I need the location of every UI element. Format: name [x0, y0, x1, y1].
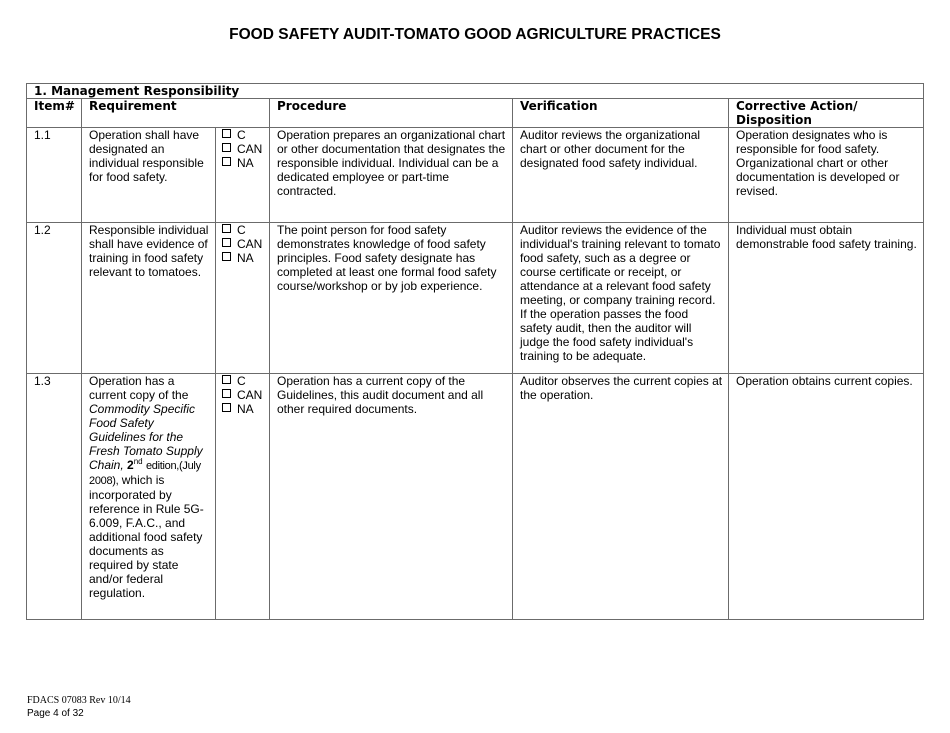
compliance-checkboxes [216, 374, 270, 620]
checkbox-icon [222, 389, 231, 398]
procedure-text: Operation has a current copy of the Guidelines, this audit document and all other required documents. [270, 374, 513, 620]
section-header-row [27, 84, 924, 99]
verification-text: Auditor observes the current copies at the operation. [513, 374, 729, 620]
corrective-action-text: Operation designates who is responsible for food safety. Organizational chart or other documentation is developed or revised. [729, 128, 924, 223]
verification-text: Auditor reviews the evidence of the individual's training relevant to tomato food safety, such as a degree or course certificate or receipt, or attendance at a relevant food safety meeting, or company training record. If the operation passes the food safety audit, then the auditor will judge the food safety individual's training to be adequate. [513, 223, 729, 374]
header-corrective-action: Corrective Action/ Disposition [729, 99, 924, 128]
header-requirement: Requirement [82, 99, 270, 128]
header-procedure: Procedure [270, 99, 513, 128]
audit-table [26, 83, 924, 620]
checkbox-c[interactable]: C [222, 374, 264, 388]
checkbox-icon [222, 143, 231, 152]
compliance-checkboxes [216, 128, 270, 223]
checkbox-can[interactable]: CAN [222, 142, 264, 156]
guidelines-title: Commodity Specific Food Safety Guidelines for the Fresh Tomato Supply Chain, [89, 402, 203, 472]
table-row [27, 374, 924, 620]
requirement-text: Operation has a current copy of the Commodity Specific Food Safety Guidelines for the Fresh Tomato Supply Chain, 2nd edition,(July 2008), which is incorporated by reference in Rule 5G-6.009, F.A.C., and additional food safety documents as required by state and/or federal regulation. [82, 374, 216, 620]
checkbox-icon [222, 224, 231, 233]
column-header-row [27, 99, 924, 128]
checkbox-icon [222, 129, 231, 138]
checkbox-c[interactable]: C [222, 223, 264, 237]
item-number: 1.2 [27, 223, 82, 374]
table-row [27, 223, 924, 374]
procedure-text: Operation prepares an organizational chart or other documentation that designates the responsible individual. Individual can be a dedicated employee or part-time contracted. [270, 128, 513, 223]
corrective-action-text: Operation obtains current copies. [729, 374, 924, 620]
header-verification: Verification [513, 99, 729, 128]
procedure-text: The point person for food safety demonstrates knowledge of food safety principles. Food safety designate has completed at least one formal food safety course/workshop or by job experience. [270, 223, 513, 374]
table-row [27, 128, 924, 223]
checkbox-icon [222, 403, 231, 412]
checkbox-icon [222, 375, 231, 384]
item-number: 1.3 [27, 374, 82, 620]
checkbox-c[interactable]: C [222, 128, 264, 142]
page-title: FOOD SAFETY AUDIT-TOMATO GOOD AGRICULTURE PRACTICES [229, 26, 721, 43]
item-number: 1.1 [27, 128, 82, 223]
compliance-checkboxes [216, 223, 270, 374]
section-title: 1. Management Responsibility [27, 84, 924, 99]
checkbox-na[interactable]: NA [222, 402, 264, 416]
checkbox-icon [222, 252, 231, 261]
page-number: Page 4 of 32 [27, 708, 84, 719]
checkbox-can[interactable]: CAN [222, 388, 264, 402]
verification-text: Auditor reviews the organizational chart or other document for the designated food safety individual. [513, 128, 729, 223]
checkbox-na[interactable]: NA [222, 251, 264, 265]
checkbox-can[interactable]: CAN [222, 237, 264, 251]
form-number: FDACS 07083 Rev 10/14 [27, 695, 131, 706]
requirement-text: Operation shall have designated an individual responsible for food safety. [82, 128, 216, 223]
corrective-action-text: Individual must obtain demonstrable food safety training. [729, 223, 924, 374]
header-item: Item# [27, 99, 82, 128]
page-footer [27, 694, 131, 720]
checkbox-icon [222, 157, 231, 166]
checkbox-icon [222, 238, 231, 247]
checkbox-na[interactable]: NA [222, 156, 264, 170]
requirement-text: Responsible individual shall have evidence of training in food safety relevant to tomatoes. [82, 223, 216, 374]
